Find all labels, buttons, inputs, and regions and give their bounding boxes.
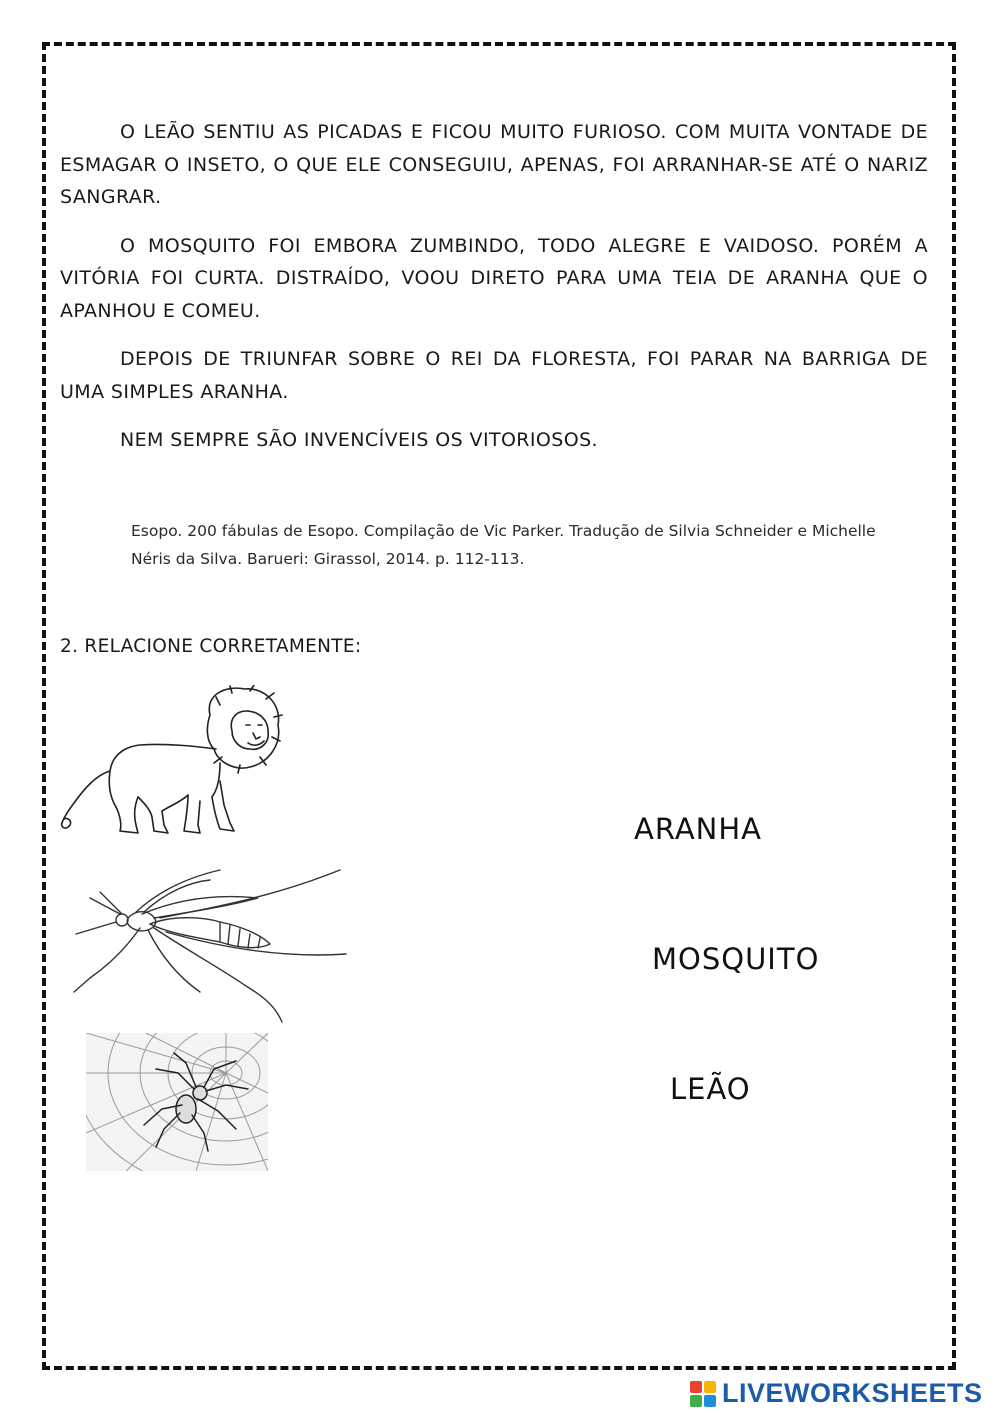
logo-square-yellow bbox=[704, 1381, 716, 1393]
citation-line-2: Néris da Silva. Barueri: Girassol, 2014. p. 112-113. bbox=[131, 550, 525, 568]
story-text bbox=[60, 116, 928, 473]
liveworksheets-brand[interactable] bbox=[690, 1378, 983, 1409]
story-paragraph-3: DEPOIS DE TRIUNFAR SOBRE O REI DA FLORESTA, FOI PARAR NA BARRIGA DE UMA SIMPLES ARANHA. bbox=[60, 348, 928, 403]
story-paragraph-4: NEM SEMPRE SÃO INVENCÍVEIS OS VITORIOSOS. bbox=[120, 429, 598, 451]
logo-square-red bbox=[690, 1381, 702, 1393]
mosquito-image[interactable] bbox=[70, 868, 350, 1024]
citation bbox=[131, 517, 911, 573]
liveworksheets-logo-icon bbox=[690, 1381, 716, 1407]
liveworksheets-text: LIVEWORKSHEETS bbox=[722, 1378, 983, 1408]
spider-web-image[interactable] bbox=[86, 1033, 268, 1171]
story-paragraph-2: O MOSQUITO FOI EMBORA ZUMBINDO, TODO ALEGRE E VAIDOSO. PORÉM A VITÓRIA FOI CURTA. DISTRAÍDO, VOOU DIRETO PARA UMA TEIA DE ARANHA QUE O APANHOU E COMEU. bbox=[60, 234, 928, 322]
question-label: 2. RELACIONE CORRETAMENTE: bbox=[60, 636, 362, 657]
logo-square-blue bbox=[704, 1395, 716, 1407]
match-word-leao[interactable]: LEÃO bbox=[670, 1072, 751, 1106]
match-word-aranha[interactable]: ARANHA bbox=[634, 812, 762, 846]
match-word-mosquito[interactable]: MOSQUITO bbox=[652, 942, 820, 976]
citation-line-1: Esopo. 200 fábulas de Esopo. Compilação de Vic Parker. Tradução de Silvia Schneider e Michelle bbox=[131, 522, 876, 540]
lion-image[interactable] bbox=[60, 685, 285, 845]
logo-square-green bbox=[690, 1395, 702, 1407]
story-paragraph-1: O LEÃO SENTIU AS PICADAS E FICOU MUITO FURIOSO. COM MUITA VONTADE DE ESMAGAR O INSETO, O QUE ELE CONSEGUIU, APENAS, FOI ARRANHAR-SE ATÉ O NARIZ SANGRAR. bbox=[60, 121, 928, 208]
